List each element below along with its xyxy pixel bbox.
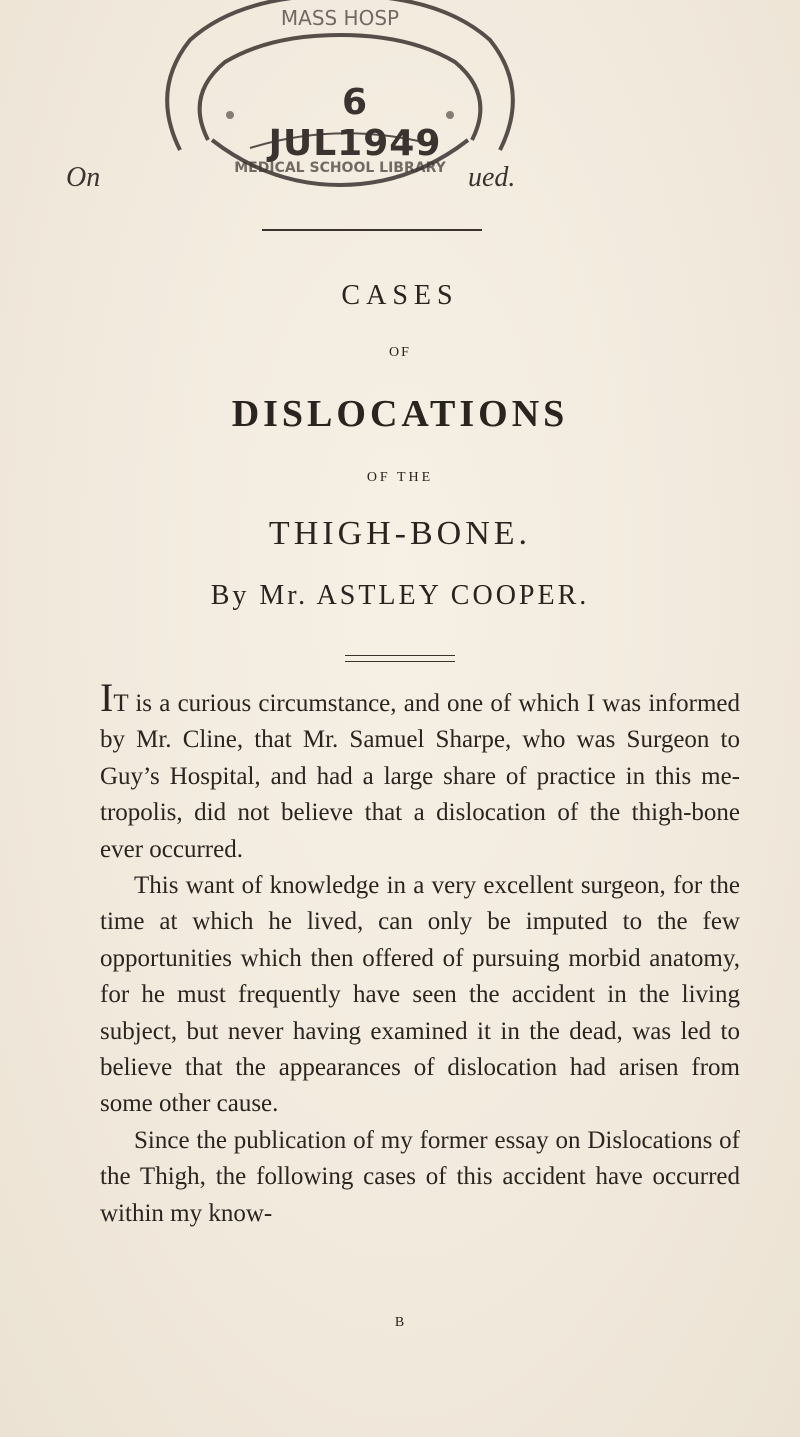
- drop-cap: I: [100, 675, 114, 720]
- title-of: OF: [389, 345, 411, 360]
- paragraph-3: Since the publication of my former essay on Dislocations of the Thigh, the following cases of this accident have occurred within my know-: [100, 1126, 740, 1227]
- title-cases: CASES: [341, 280, 459, 311]
- section-divider: [345, 655, 455, 662]
- title-thigh-bone: THIGH-BONE.: [268, 515, 532, 552]
- signature-mark: B: [394, 1315, 406, 1330]
- running-title-right: ued.: [468, 162, 516, 193]
- author-byline: By Mr. ASTLEY COOPER.: [210, 580, 590, 611]
- title-dislocations: DISLOCATIONS: [231, 393, 569, 435]
- top-rule: [262, 229, 482, 231]
- paragraph-1-text: T is a curious circumstance, and one of which I was informed by Mr. Cline, that Mr. Samuel Sharpe, who was Surgeon to Guy’s Hospital, and had a large share of practice in this metropolis, did not believe that a dislocation of the thigh-bone ever occurred.: [100, 690, 740, 863]
- running-title-left: On: [66, 162, 101, 193]
- stamp-date: 6 JUL1949: [268, 82, 442, 164]
- body-text: [100, 675, 740, 1232]
- stamp-bottom-text: MEDICAL SCHOOL LIBRARY: [234, 160, 446, 176]
- paragraph-2: This want of knowledge in a very excellent surgeon, for the time at which he lived, can only be imputed to the few opportunities which then offered of pursuing morbid anatomy, for he must frequently have seen the accident in the living subject, but never having examined it in the dead, was led to believe that the appearances of dislocation had arisen from some other cause.: [100, 872, 740, 1118]
- paragraph-1: [100, 675, 740, 868]
- title-of-the: OF THE: [366, 470, 434, 485]
- stamp-top-text: MASS HOSP: [280, 6, 400, 30]
